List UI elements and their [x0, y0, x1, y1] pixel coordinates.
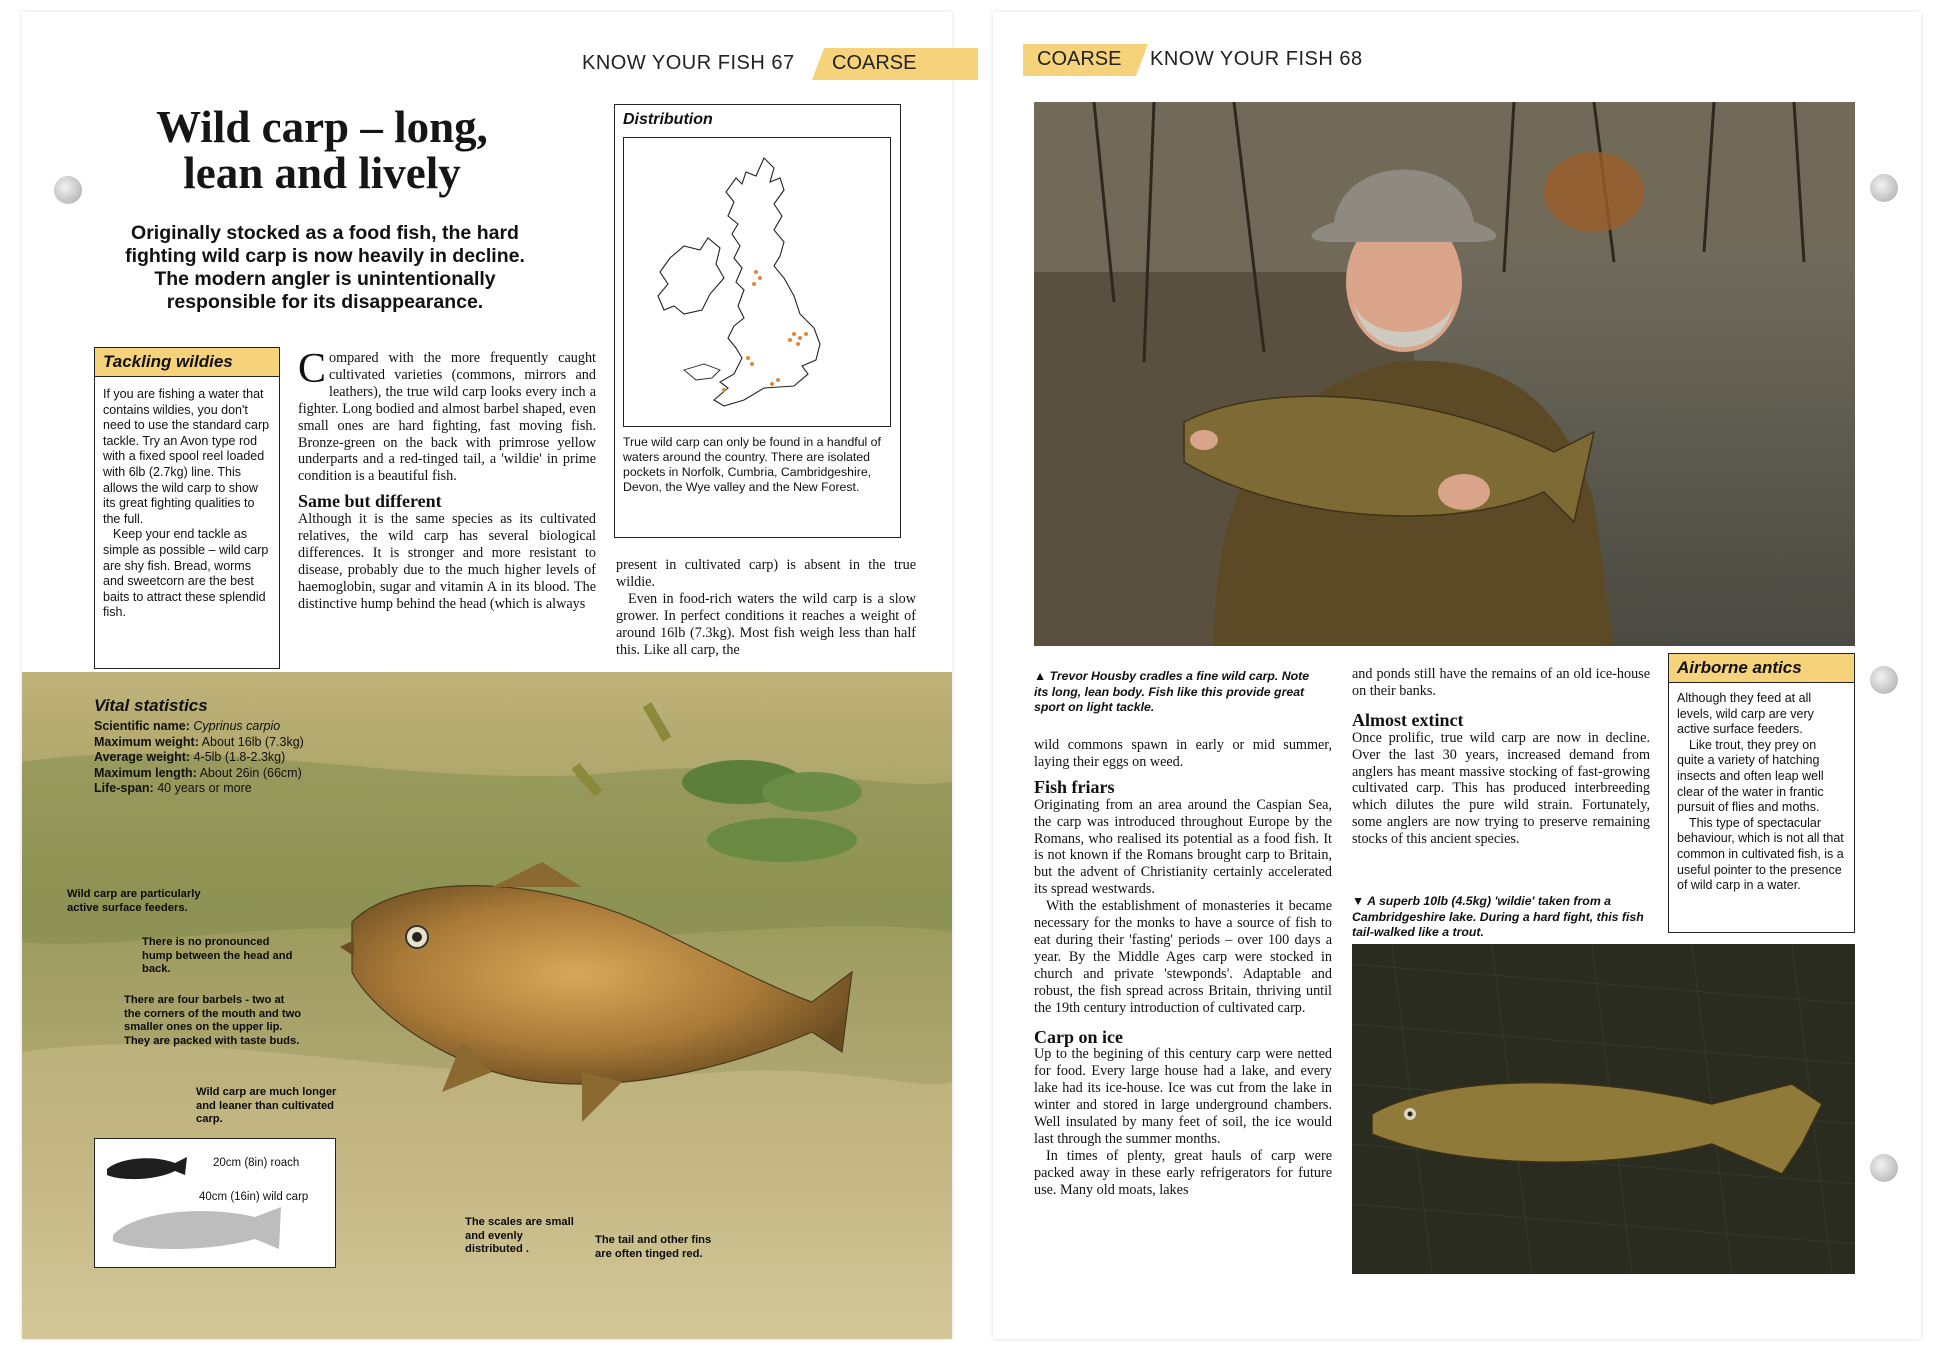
section-label: COARSE — [832, 52, 917, 74]
body-text: and ponds still have the remains of an old ice-house on their banks. — [1352, 666, 1650, 699]
airborne-text: Like trout, they prey on quite a variety of hatching insects and often leap well clear of the water in frantic pursuit of flies and moths. — [1677, 737, 1824, 815]
wildie-photo-scene — [1352, 944, 1855, 1274]
stat-label: Average weight: — [94, 750, 191, 764]
body-text: wild commons spawn in early or mid summer, laying their eggs on weed. — [1034, 737, 1332, 770]
stat-value: 4-5lb (1.8-2.3kg) — [193, 750, 286, 764]
tackling-title: Tackling wildies — [95, 348, 279, 377]
size-roach-label: 20cm (8in) roach — [213, 1157, 300, 1169]
tackling-text: If you are fishing a water that contains wildies, you don't need to use the standard carp tackle. Try an Avon type rod with a fixed spool reel loaded with 6lb (2.7kg) line. This allows the wild carp to show its great fighting qualities to the full. — [103, 387, 270, 526]
intro-text: ompared with the more frequently caught cultivated varieties (commons, mirrors and leathers), the true wild carp looks every inch a fighter. Long bodied and almost barbel shaped, even small ones are hard fighting, fast moving fish. Bronze-green on the back with primrose yellow underparts and a red-tinged tail, a 'wildie' in prime condition is a beautiful fish. — [298, 350, 596, 485]
tackling-box — [94, 347, 280, 669]
size-comparison-box — [94, 1138, 336, 1268]
stat-label: Maximum weight: — [94, 734, 199, 749]
airborne-text: Although they feed at all levels, wild carp are very active surface feeders. — [1677, 691, 1814, 737]
body-text: present in cultivated carp) is absent in the true wildie. — [616, 557, 916, 590]
subheading-fish-friars: Fish friars — [1034, 776, 1115, 797]
airborne-text: This type of spectacular behaviour, which is not all that common in cultivated fish, is a useful pointer to the presence of wild carp in a water. — [1677, 815, 1844, 893]
section-label: COARSE — [1037, 48, 1122, 70]
distribution-map — [623, 137, 891, 427]
subheading-same-but-different: Same but different — [298, 491, 442, 512]
wildie-photo — [1352, 944, 1855, 1274]
page-header-title: KNOW YOUR FISH 68 — [1150, 48, 1363, 70]
stat-value: About 16lb (7.3kg) — [201, 734, 304, 749]
size-wildcarp-label: 40cm (16in) wild carp — [199, 1191, 309, 1203]
angler-photo-scene — [1034, 102, 1855, 646]
third-column — [616, 557, 916, 658]
binder-hole — [54, 176, 82, 204]
stat-value: Cyprinus carpio — [193, 719, 281, 733]
left-page — [22, 12, 952, 1339]
body-text: Once prolific, true wild carp are now in decline. Over the last 30 years, increased demand from anglers has meant massive stocking of fast-growing cultivated carp. This has produced interbreeding which dilutes the pure wild strain. Fortunately, some anglers are now trying to preserve remaining stocks of this ancient species. — [1352, 729, 1650, 848]
distribution-box — [614, 104, 901, 538]
stat-value: 40 years or more — [157, 781, 252, 795]
label-barbels: There are four barbels - two at the corners of the mouth and two smaller ones on the upper lip. They are packed with taste buds. — [124, 994, 302, 1047]
headline: Wild carp – long, lean and lively — [156, 102, 488, 198]
photo-caption-top: ▲ Trevor Housby cradles a fine wild carp. Note its long, lean body. Fish like this provide great sport on light tackle. — [1034, 669, 1310, 714]
label-longer-leaner: Wild carp are much longer and leaner than cultivated carp. — [196, 1086, 337, 1125]
body-text: Even in food-rich waters the wild carp is a slow grower. In perfect conditions it reaches a weight of around 16lb (7.3kg). Most fish weigh less than half this. Like all carp, the — [616, 590, 916, 658]
tackling-text: Keep your end tackle as simple as possible – wild carp are shy fish. Bread, worms and sweetcorn are the best baits to attract these splendid fish. — [103, 527, 269, 620]
standfirst: Originally stocked as a food fish, the hard fighting wild carp is now heavily in decline. The modern angler is unintentionally responsible for its disappearance. — [125, 222, 525, 313]
distribution-title: Distribution — [623, 111, 713, 128]
airborne-title: Airborne antics — [1669, 654, 1854, 683]
section-tab — [1023, 44, 1148, 76]
label-tail-fins: The tail and other fins are often tinged red. — [595, 1234, 712, 1260]
drop-cap: C — [298, 346, 327, 392]
right-page — [993, 12, 1921, 1339]
binder-hole — [1870, 666, 1898, 694]
label-scales: The scales are small and evenly distributed . — [465, 1216, 574, 1255]
label-no-hump: There is no pronounced hump between the head and back. — [142, 936, 293, 975]
angler-photo — [1034, 102, 1855, 646]
label-surface-feeders: Wild carp are particularly active surface feeders. — [67, 888, 201, 914]
body-text: Originating from an area around the Caspian Sea, the carp was introduced throughout Europe by the Romans, who realised its potential as a food fish. It is not known if the Romans brought carp to Britain, but the advent of Christianity certainly accelerated its spread westwards. — [1034, 796, 1332, 898]
photo-caption-bottom: ▼ A superb 10lb (4.5kg) 'wildie' taken from a Cambridgeshire lake. During a hard fight, this fish tail-walked like a trout. — [1352, 894, 1644, 939]
distribution-caption: True wild carp can only be found in a handful of waters around the country. There are isolated pockets in Norfolk, Cumbria, Cambridgeshire, Devon, the Wye valley and the New Forest. — [623, 435, 881, 494]
subheading-almost-extinct: Almost extinct — [1352, 709, 1464, 730]
airborne-box — [1668, 653, 1855, 933]
binder-hole — [1870, 1154, 1898, 1182]
body-text: Although it is the same species as its cultivated relatives, the wild carp has several biological differences. It is stronger and more resistant to disease, probably due to the much higher levels of haemoglobin, sugar and vitamin A in its blood. The distinctive hump behind the head (which is always — [298, 511, 596, 612]
stat-label: Maximum length: — [94, 765, 197, 780]
section-tab — [812, 48, 978, 80]
body-text: Up to the begining of this century carp were netted for food. Every large house had a lake, and every lake had its ice-house. Ice was cut from the lake in winter and stored in large underground chambers. Well insulated by many feet of soil, the ice would last through the summer months. — [1034, 1046, 1332, 1147]
vital-statistics — [94, 696, 394, 797]
stat-label: Life-span: — [94, 781, 154, 795]
stat-value: About 26in (66cm) — [199, 765, 302, 780]
column-left — [1034, 737, 1332, 1199]
subheading-carp-on-ice: Carp on ice — [1034, 1026, 1123, 1047]
vital-statistics-title: Vital statistics — [94, 696, 208, 715]
column-middle — [1352, 666, 1650, 848]
stat-label: Scientific name: — [94, 719, 190, 733]
uk-map — [624, 138, 890, 426]
body-text: With the establishment of monasteries it became necessary for the monks to have a source of fish to eat during their 'fasting' periods – over 100 days a year. By the Middle Ages carp were stocked in church and private 'stewponds'. Adaptable and robust, the fish spread across Britain, thriving until the 19th century introduction of cultivated carp. — [1034, 898, 1332, 1016]
page-header-title: KNOW YOUR FISH 67 — [582, 52, 795, 74]
intro-column — [298, 346, 596, 613]
binder-hole — [1870, 174, 1898, 202]
body-text: In times of plenty, great hauls of carp were packed away in these early refrigerators for future use. Many old moats, lakes — [1034, 1147, 1332, 1198]
